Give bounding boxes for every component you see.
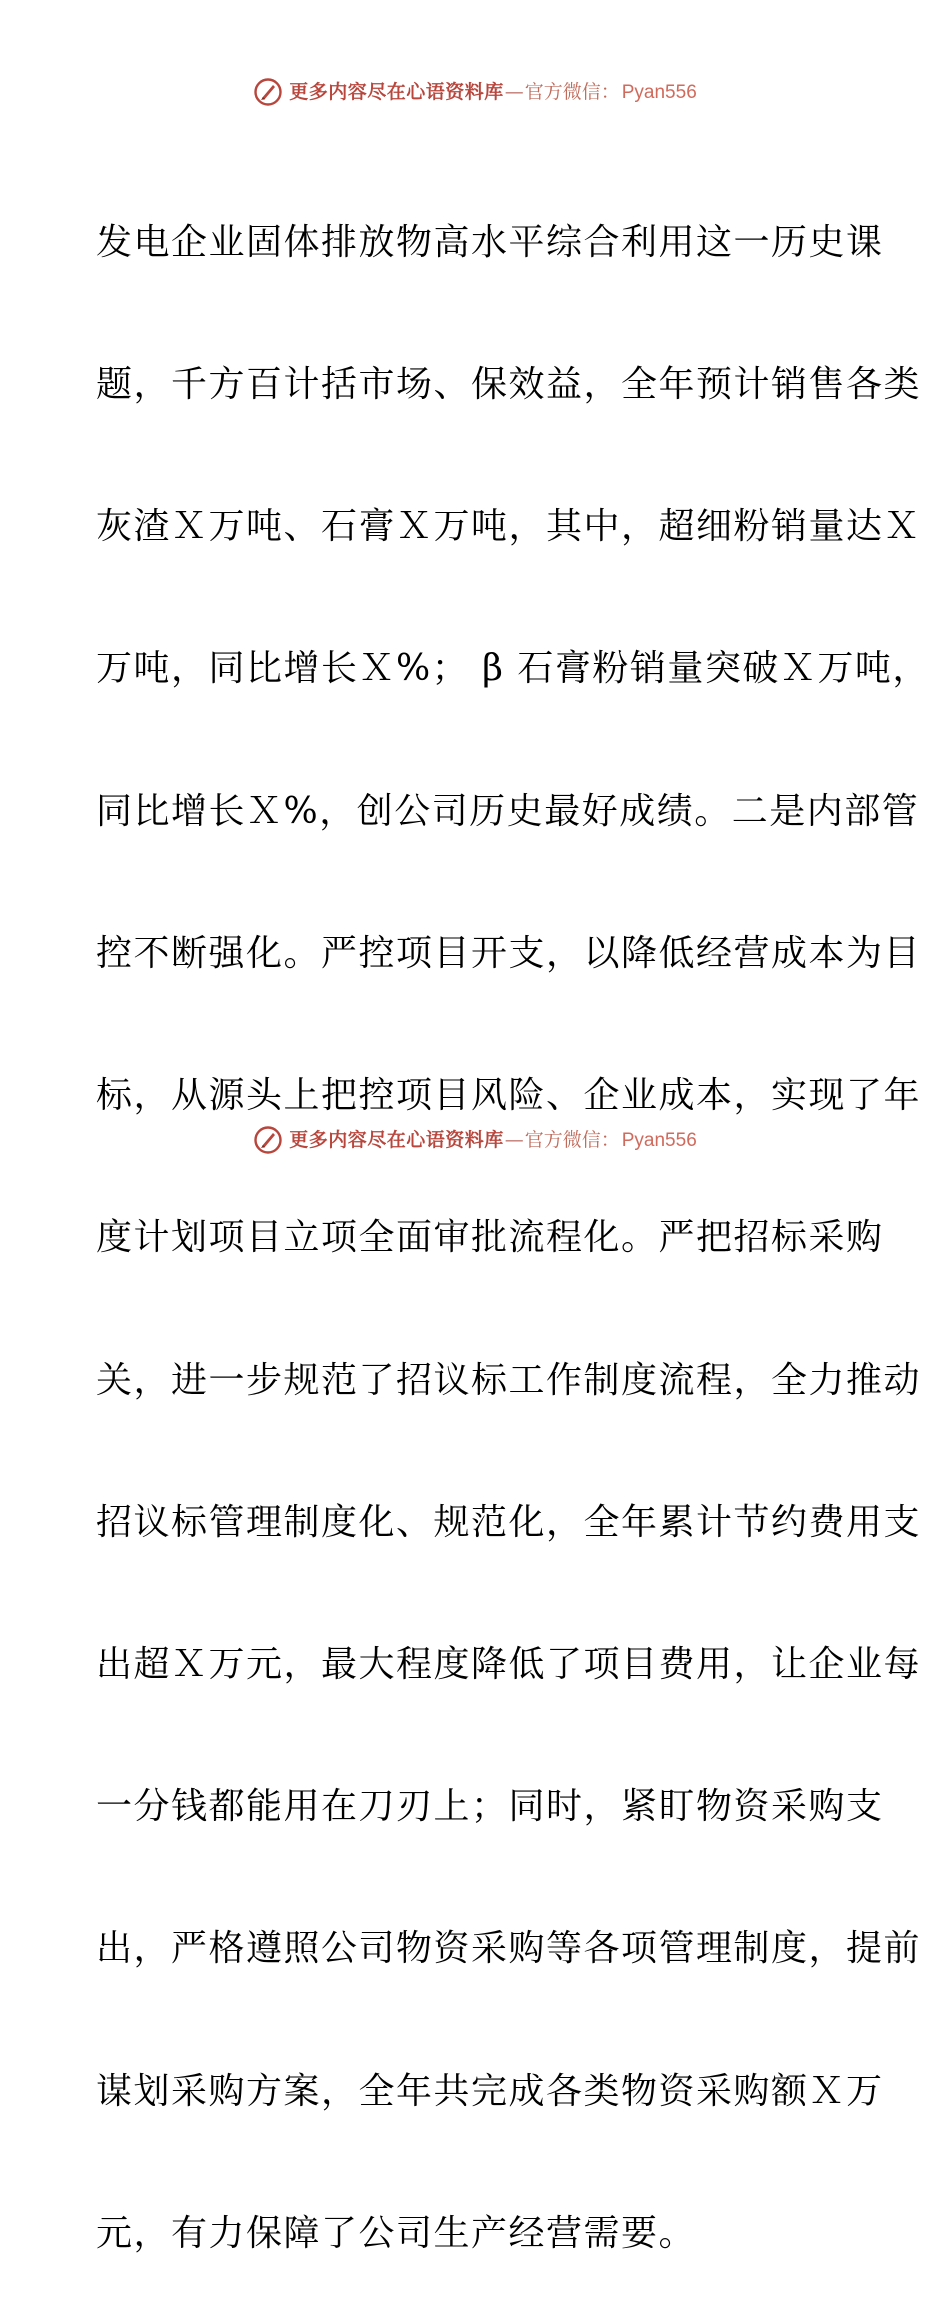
paragraph-line: 出超Ｘ万元，最大程度降低了项目费用，让企业每 (96, 1644, 922, 1685)
paragraph-line: 灰渣Ｘ万吨、石膏Ｘ万吨，其中，超细粉销量达Ｘ (96, 506, 922, 548)
paragraph-line: 谋划采购方案，全年共完成各类物资采购额Ｘ万 (96, 2070, 884, 2112)
watermark-text (289, 1128, 697, 1151)
watermark-text (289, 80, 697, 103)
watermark-wechat-id: Pyan556 (621, 81, 697, 103)
header-watermark (0, 72, 950, 112)
watermark-wechat-label: 官方微信： (524, 80, 620, 103)
watermark-wechat-id: Pyan556 (621, 1129, 697, 1151)
watermark-site-text: 更多内容尽在心语资料库 (289, 80, 504, 103)
quill-logo-icon (253, 1125, 283, 1155)
watermark-wechat-label: 官方微信： (524, 1128, 620, 1151)
paragraph-line: 度计划项目立项全面审批流程化。严把招标采购 (96, 1217, 884, 1259)
watermark-separator: — (504, 80, 524, 103)
paragraph-line: 元，有力保障了公司生产经营需要。 (96, 2212, 697, 2254)
paragraph-line: 出，严格遵照公司物资采购等各项管理制度，提前 (96, 1928, 922, 1970)
paragraph-line: 一分钱都能用在刀刃上；同时，紧盯物资采购支 (96, 1786, 884, 1828)
paragraph-line: 题，千方百计括市场、保效益，全年预计销售各类 (96, 364, 922, 406)
paragraph-line: 关，进一步规范了招议标工作制度流程，全力推动 (96, 1359, 922, 1401)
paragraph-line: 同比增长Ｘ%，创公司历史最好成绩。二是内部管 (96, 790, 920, 832)
footer-watermark (0, 1120, 950, 1160)
paragraph-line: 万吨，同比增长Ｘ%； β 石膏粉销量突破Ｘ万吨， (96, 648, 930, 690)
paragraph-line: 招议标管理制度化、规范化，全年累计节约费用支 (96, 1501, 922, 1543)
quill-logo-icon (253, 77, 283, 107)
paragraph-line: 标，从源头上把控项目风险、企业成本，实现了年 (96, 1075, 922, 1117)
paragraph-line: 控不断强化。严控项目开支，以降低经营成本为目 (96, 932, 922, 974)
paragraph-line: 发电企业固体排放物高水平综合利用这一历史课 (96, 221, 884, 263)
document-body (96, 124, 930, 2305)
watermark-separator: — (504, 1128, 524, 1151)
watermark-site-text: 更多内容尽在心语资料库 (289, 1128, 504, 1151)
